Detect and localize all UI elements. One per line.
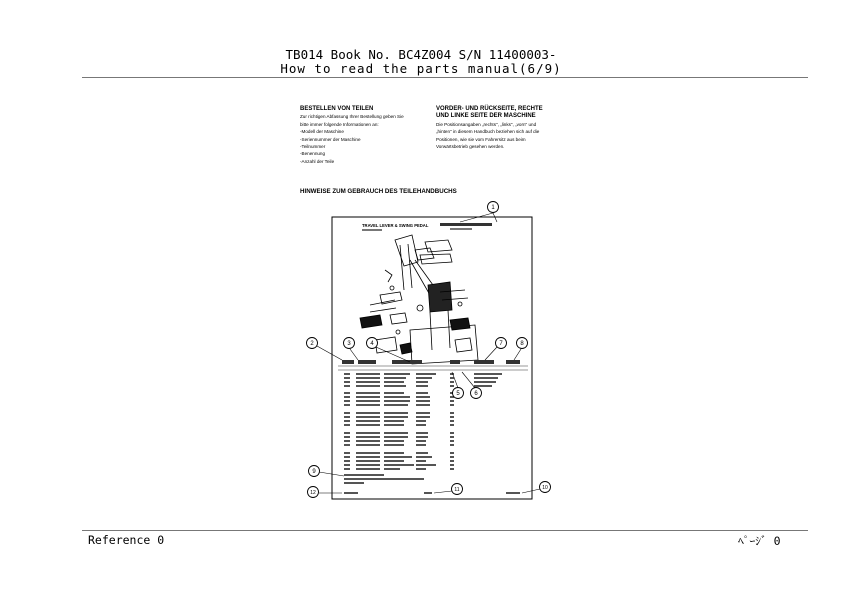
machine-sides-column [436, 106, 566, 150]
sides-heading-1: VORDER- UND RÜCKSEITE, RECHTE [436, 106, 543, 112]
parts-diagram-figure [300, 200, 562, 510]
footer-page-number: ﾍﾟｰｼﾞ 0 [738, 534, 781, 548]
section-title: HINWEISE ZUM GEBRAUCH DES TEILEHANDBUCHS [300, 188, 457, 195]
ordering-parts-column [300, 106, 430, 165]
ordering-heading: BESTELLEN VON TEILEN [300, 106, 374, 112]
ordering-line: -Modell der Maschine [300, 129, 344, 135]
header-line-2: How to read the parts manual(6/9) [280, 61, 562, 76]
japanese-title-block [440, 223, 492, 226]
footer-divider [82, 530, 808, 531]
svg-text:9: 9 [312, 469, 316, 476]
svg-text:7: 7 [499, 341, 503, 348]
svg-text:12: 12 [310, 490, 316, 496]
svg-text:3: 3 [347, 341, 351, 348]
footer-reference: Reference 0 [88, 533, 165, 547]
svg-text:2: 2 [310, 341, 314, 348]
ordering-line: -Benennung [300, 151, 326, 157]
svg-text:6: 6 [474, 391, 478, 398]
svg-text:10: 10 [542, 485, 548, 491]
header-line-1: TB014 Book No. BC4Z004 S/N 11400003- [285, 47, 557, 62]
sides-line: Vorwärtsbetrieb gesehen werden. [436, 144, 505, 150]
parts-page-title: TRAVEL LEVER & SWING PEDAL [362, 223, 429, 228]
sides-line: Die Positionsangaben „rechts", „links", „vorn" und [436, 121, 537, 127]
svg-text:1: 1 [491, 205, 495, 212]
header-divider [82, 77, 808, 78]
sides-heading-2: UND LINKE SEITE DER MASCHINE [436, 113, 536, 120]
sides-line: „hinten" in diesem Handbuch beziehen sich auf die [436, 129, 540, 135]
svg-text:11: 11 [454, 487, 460, 493]
svg-text:5: 5 [456, 391, 460, 398]
ordering-line: Zur richtigen Abfassung Ihrer Bestellung geben Sie [300, 114, 404, 120]
ordering-line: bitte immer folgende Informationen an: [300, 121, 379, 127]
ordering-line: -Anzahl der Teile [300, 158, 335, 164]
svg-text:8: 8 [520, 341, 524, 348]
svg-text:4: 4 [370, 341, 374, 348]
ordering-line: -Seriennummer der Maschine [300, 136, 361, 142]
sides-line: Positionen, wie sie vom Fahrersitz aus beim [436, 136, 526, 142]
ordering-line: -Teilnummer [300, 144, 326, 150]
